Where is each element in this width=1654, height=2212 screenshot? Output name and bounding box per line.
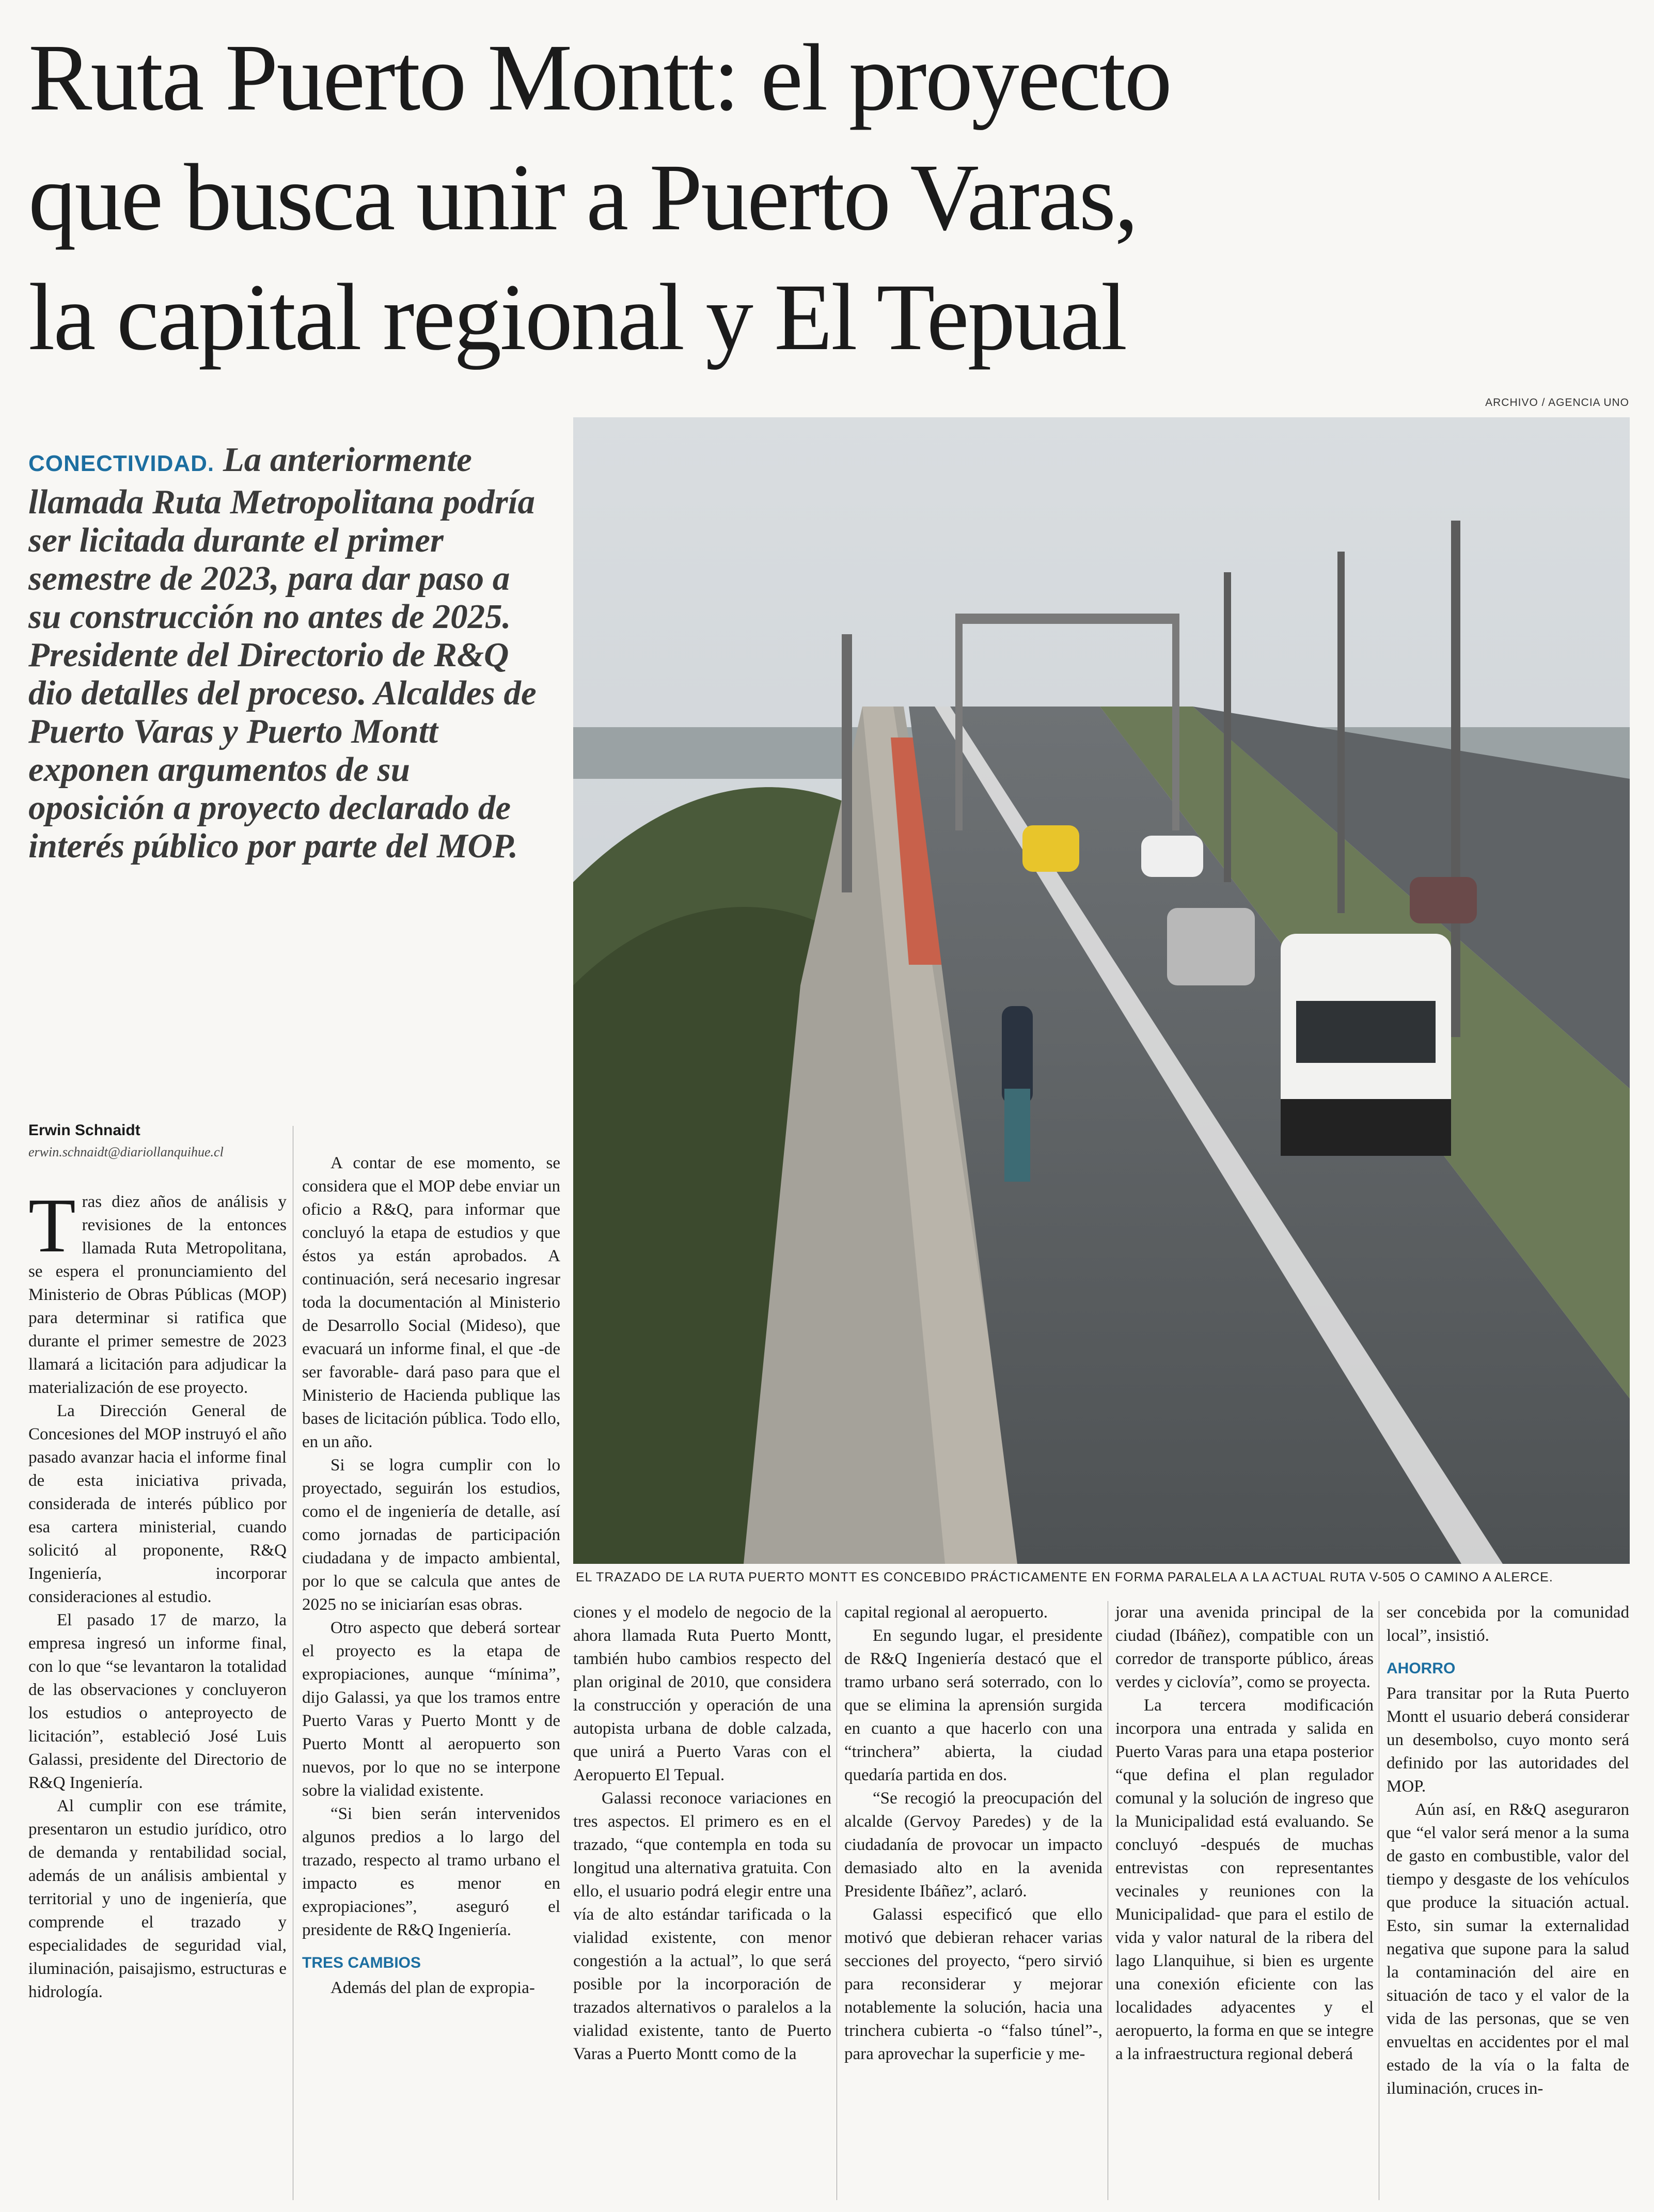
subhead-tres-cambios: TRES CAMBIOS [302, 1954, 421, 1971]
column-2-paragraph-1: A contar de ese momento, se considera que el MOP debe enviar un oficio a R&Q, para informar que concluyó la etapa de estudios y que éstos ya están aprobados. A continuación, será necesario ingresar toda la documentación al Ministerio de Desarrollo Social (Mideso), que evacuará un informe final, el que -de ser favorable- dará paso para que el Ministerio de Hacienda publique las bases de licitación pública. Todo ello, en un año. [302, 1154, 560, 1451]
column-6-paragraph-1: ser concebida por la comunidad local”, insistió. [1387, 1603, 1629, 1645]
column-4-paragraph-3: “Se recogió la preocupación del alcalde (Gervoy Paredes) y de la ciudadanía de provocar un impacto demasiado alto en la avenida Presidente Ibáñez”, aclaró. [844, 1789, 1102, 1901]
column-2 [302, 1152, 560, 2000]
column-3 [573, 1601, 831, 2066]
deck-kicker: CONECTIVIDAD. [28, 451, 215, 476]
road-photo [573, 417, 1630, 1564]
drop-cap: T [28, 1183, 76, 1268]
headline-line-1: Ruta Puerto Montt: el proyecto [28, 25, 1171, 131]
column-3-paragraph-2: Galassi reconoce variaciones en tres aspectos. El primero es en el trazado, “que contempla en toda su longitud una alternativa gratuita. Con ello, el usuario podrá elegir entre una vía de alto estándar tarificada o la vialidad existente, con menor congestión a la actual”, lo que será posible por la incorporación de trazados alternativos o paralelos a la vialidad existente, tanto de Puerto Varas a Puerto Montt como de la [573, 1789, 831, 2063]
column-1-paragraph-1-text: ras diez años de análisis y revisiones de la entonces llamada Ruta Metropolitana, se espera el pronunciamiento del Ministerio de Obras Públicas (MOP) para determinar si ratifica que durante el primer semestre de 2023 llamará a licitación para adjudicar la materialización de ese proyecto. [28, 1193, 287, 1397]
photo-caption: EL TRAZADO DE LA RUTA PUERTO MONTT ES CONCEBIDO PRÁCTICAMENTE EN FORMA PARALELA A LA ACTUAL RUTA V-505 O CAMINO A ALERCE. [576, 1570, 1553, 1585]
column-4-paragraph-2: En segundo lugar, el presidente de R&Q Ingeniería destacó que el tramo urbano será soterrado, con lo que se elimina la aprensión surgida en cuanto a que hacerlo con una “trinchera” abierta, la ciudad quedaría partida en dos. [844, 1626, 1102, 1784]
column-6-paragraph-3: Aún así, en R&Q aseguraron que “el valor será menor a la suma de gasto en combustible, valor del tiempo y desgaste de los vehículos que produce la situación actual. Esto, sin sumar la externalidad negativa que supone para la salud la contaminación del aire en situación de taco y el valor de la vida de las personas, que se ven envueltas en accidentes por el mal estado de la vía o la falta de iluminación, cruces in- [1387, 1800, 1629, 2098]
column-4-paragraph-4: Galassi especificó que ello motivó que debieran rehacer varias secciones del proyecto, “pero sirvió para reconsiderar y mejorar notablemente la solución, hacia una trinchera cubierta -o “falso túnel”-, para aprovechar la superficie y me- [844, 1905, 1102, 2063]
column-1-paragraph-4: Al cumplir con ese trámite, presentaron un estudio jurídico, otro de demanda y rentabilidad social, además de un análisis ambiental y territorial y uno de ingeniería, que comprende el trazado y especialidades de seguridad vial, iluminación, paisajismo, estructuras e hidrología. [28, 1797, 287, 2001]
column-5 [1115, 1601, 1374, 2066]
column-5-paragraph-1: jorar una avenida principal de la ciudad (Ibáñez), compatible con un corredor de transporte público, áreas verdes y ciclovía”, como se proyecta. [1115, 1603, 1374, 1691]
photo-credit: ARCHIVO / AGENCIA UNO [1485, 397, 1629, 409]
byline-author: Erwin Schnaidt [28, 1122, 140, 1139]
column-6 [1387, 1601, 1629, 2100]
column-6-paragraph-2: Para transitar por la Ruta Puerto Montt el usuario deberá considerar un desembolso, cuyo monto será definido por las autoridades del MOP. [1387, 1684, 1629, 1796]
column-2-paragraph-2: Si se logra cumplir con lo proyectado, seguirán los estudios, como el de ingeniería de detalle, así como jornadas de participación ciudadana y de impacto ambiental, por lo que se calcula que antes de 2025 no se iniciarían esas obras. [302, 1456, 560, 1614]
column-4 [844, 1601, 1102, 2066]
column-4-paragraph-1: capital regional al aeropuerto. [844, 1603, 1048, 1622]
column-1-paragraph-3: El pasado 17 de marzo, la empresa ingresó un informe final, con lo que “se levantaron la totalidad de las observaciones y concluyeron los estudios o anteproyecto de licitación”, estableció José Luis Galassi, presidente del Directorio de R&Q Ingeniería. [28, 1611, 287, 1792]
column-2-paragraph-5: Además del plan de expropia- [330, 1979, 535, 1997]
deck-text: La anteriormente llamada Ruta Metropolitana podría ser licitada durante el primer semestre de 2023, para dar paso a su construcción no antes de 2025. Presidente del Directorio de R&Q dio detalles del proceso. Alcaldes de Puerto Varas y Puerto Montt exponen argumentos de su oposición a proyecto declarado de interés público por parte del MOP. [28, 441, 537, 865]
byline-email: erwin.schnaidt@diariollanquihue.cl [28, 1144, 224, 1159]
headline [28, 18, 1526, 378]
road-photo-illustration [573, 417, 1630, 1564]
column-1-paragraph-2: La Dirección General de Concesiones del MOP instruyó el año pasado avanzar hacia el informe final de esta iniciativa privada, considerada de interés público por esa cartera ministerial, cuando solicitó al proponente, R&Q Ingeniería, incorporar consideraciones al estudio. [28, 1402, 287, 1606]
column-1-paragraph-1 [28, 1183, 287, 1400]
column-1 [28, 1183, 287, 2004]
column-5-paragraph-2: La tercera modificación incorpora una entrada y salida en Puerto Varas para una etapa posterior “que defina el plan regulador comunal y la solución de ingreso que la Municipalidad está evaluando. Se concluyó -después de muchas entrevistas con representantes vecinales y reuniones con la Municipalidad- que para el estilo de vida y valor natural de la ribera del lago Llanquihue, si bien es urgente una conexión eficiente con las localidades adyacentes y el aeropuerto, la forma en que se integre a la infraestructura regional deberá [1115, 1696, 1374, 2063]
column-3-paragraph-1: ciones y el modelo de negocio de la ahora llamada Ruta Puerto Montt, también hubo cambios respecto del plan original de 2010, que considera la construcción y operación de una autopista urbana de doble calzada, que unirá a Puerto Varas con el Aeropuerto El Tepual. [573, 1603, 831, 1784]
column-2-paragraph-4: “Si bien serán intervenidos algunos predios a lo largo del trazado, respecto al tramo urbano el impacto es menor en expropiaciones”, aseguró el presidente de R&Q Ingeniería. [302, 1805, 560, 1939]
column-2-paragraph-3: Otro aspecto que deberá sortear el proyecto es la etapa de expropiaciones, aunque “mínima”, dijo Galassi, ya que los tramos entre Puerto Varas y Puerto Montt y de Puerto Montt al aeropuerto son nuevos, por lo que no se interpone sobre la vialidad existente. [302, 1619, 560, 1800]
byline [28, 1122, 287, 1160]
subhead-ahorro: AHORRO [1387, 1660, 1456, 1677]
deck [28, 441, 550, 865]
headline-line-3: la capital regional y El Tepual [28, 264, 1126, 370]
headline-line-2: que busca unir a Puerto Varas, [28, 145, 1137, 250]
